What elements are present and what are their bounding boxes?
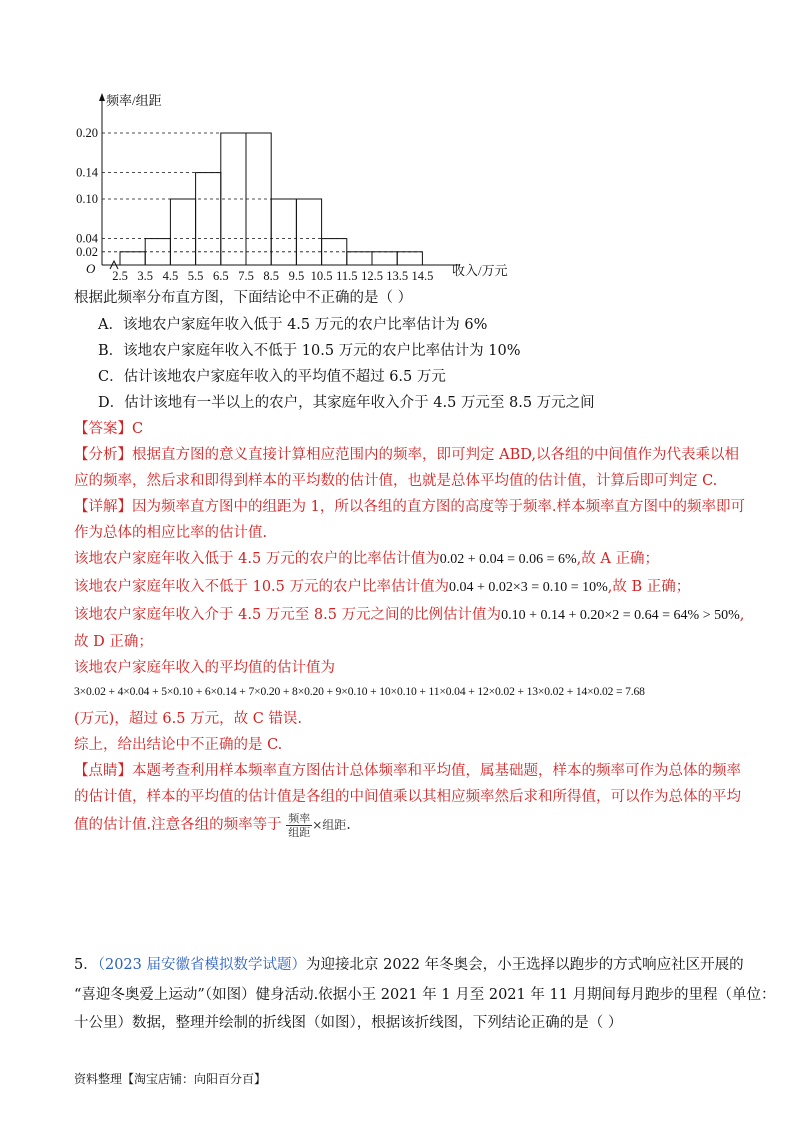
x-tick-label: 5.5 xyxy=(187,269,204,283)
detail-tag: 【详解】 xyxy=(74,499,132,515)
y-tick-label: 0.20 xyxy=(76,126,98,140)
problem-5-line-1 xyxy=(74,955,744,975)
answer-line xyxy=(74,419,143,439)
problem-5-text-1: 为迎接北京 2022 年冬奥会，小王选择以跑步的方式响应社区开展的 xyxy=(306,957,744,973)
frequency-over-width-fraction xyxy=(286,812,312,839)
histogram-bar xyxy=(397,252,422,265)
problem-5-source: （2023 届安徽省模拟数学试题） xyxy=(97,957,306,973)
analysis-line-2: 应的频率，然后求和即得到样本的平均数的估计值，也就是总体平均值的估计值，计算后即可判定 C. xyxy=(74,473,718,489)
comment-text-1: 本题考查利用样本频率直方图估计总体频率和平均值，属基础题，样本的频率可作为总体的频率 xyxy=(132,763,741,779)
problem-5-number: 5． xyxy=(74,957,98,973)
histogram-bar xyxy=(170,199,195,265)
frequency-histogram xyxy=(60,85,530,285)
comment-line-3 xyxy=(74,810,351,840)
option-d: D．估计该地有一半以上的农户，其家庭年收入介于 4.5 万元至 8.5 万元之间 xyxy=(98,395,595,411)
y-tick-label: 0.02 xyxy=(76,244,98,259)
histogram-bar xyxy=(347,252,372,265)
detail-a-text: 该地农户家庭年收入低于 4.5 万元的农户的比率估计值为 xyxy=(74,551,440,567)
detail-d-line-2: 故 D 正确； xyxy=(74,634,153,650)
fraction-numerator: 频率 xyxy=(288,811,311,825)
histogram-bar xyxy=(120,252,145,265)
detail-d-end: , xyxy=(739,607,745,623)
x-tick-label: 11.5 xyxy=(336,269,358,283)
detail-d-math: 0.10 + 0.14 + 0.20×2 = 0.64 = 64% > 50% xyxy=(501,608,740,623)
summary-line: 综上，给出结论中不正确的是 C. xyxy=(74,737,283,753)
detail-b-end: ,故 B 正确； xyxy=(607,579,691,595)
detail-a-math: 0.02 + 0.04 = 0.06 = 6% xyxy=(439,552,577,567)
y-tick-label: 0.04 xyxy=(76,231,98,246)
detail-d-line xyxy=(74,605,744,626)
y-tick-label: 0.10 xyxy=(76,192,98,206)
detail-a-end: ,故 A 正确； xyxy=(576,551,659,567)
problem-5-line-2: “喜迎冬奥爱上运动”（如图）健身活动.依据小王 2021 年 1 月至 2021 年 11 月期间每月跑步的里程（单位： xyxy=(74,987,776,1003)
answer-value: C xyxy=(132,421,144,437)
comment-line-2: 的估计值，样本的平均值的估计值是各组的中间值乘以其相应频率然后求和所得值，可以作为总体的平均 xyxy=(74,789,741,805)
x-tick-label: 13.5 xyxy=(386,269,409,283)
analysis-text-1: 根据直方图的意义直接计算相应范围内的频率，即可判定 ABD,以各组的中间值作为代表乘以相 xyxy=(132,447,739,463)
histogram-bar xyxy=(372,252,397,265)
y-axis-label: 频率/组距 xyxy=(106,93,162,108)
x-tick-label: 4.5 xyxy=(162,269,179,283)
comment-period: . xyxy=(346,817,351,833)
footer-text: 资料整理【淘宝店铺：向阳百分百】 xyxy=(74,1072,267,1086)
detail-b-math: 0.04 + 0.02×3 = 0.10 = 10% xyxy=(449,580,608,595)
x-tick-label: 7.5 xyxy=(238,269,254,283)
comment-text-3: 值的估计值.注意各组的频率等于 xyxy=(74,817,282,833)
detail-line-2: 作为总体的相应比率的估计值. xyxy=(74,525,268,541)
detail-b-line xyxy=(74,577,690,598)
x-tick-label: 6.5 xyxy=(212,269,229,283)
mean-formula: 3×0.02 + 4×0.04 + 5×0.10 + 6×0.14 + 7×0.20 + 8×0.20 + 9×0.10 + 10×0.10 + 11×0.04 + 12×0.02 + 13×0.02 + 14×0.02 = 7.68 xyxy=(74,685,645,698)
comment-times-width: ×组距 xyxy=(312,818,347,832)
x-tick-label: 10.5 xyxy=(310,269,333,283)
comment-tag: 【点睛】 xyxy=(74,763,132,779)
fraction-denominator: 组距 xyxy=(288,825,311,839)
detail-text-1: 因为频率直方图中的组距为 1，所以各组的直方图的高度等于频率.样本频率直方图中的频率即可 xyxy=(132,499,745,515)
option-b: B．该地农户家庭年收入不低于 10.5 万元的农户比率估计为 10% xyxy=(98,343,521,359)
mean-intro-line: 该地农户家庭年收入的平均值的估计值为 xyxy=(74,660,335,676)
answer-tag: 【答案】 xyxy=(74,421,132,437)
x-tick-label: 8.5 xyxy=(263,269,280,283)
detail-line-1 xyxy=(74,497,745,517)
option-a: A．该地农户家庭年收入低于 4.5 万元的农户比率估计为 6% xyxy=(98,317,488,333)
question-stem: 根据此频率分布直方图，下面结论中不正确的是（ ） xyxy=(74,290,413,306)
y-tick-label: 0.14 xyxy=(76,165,98,180)
x-tick-label: 14.5 xyxy=(411,269,434,283)
histogram-bar xyxy=(296,199,321,265)
detail-d-text: 该地农户家庭年收入介于 4.5 万元至 8.5 万元之间的比例估计值为 xyxy=(74,607,502,623)
histogram-bar xyxy=(196,173,221,265)
problem-5-line-3: 十公里）数据，整理并绘制的折线图（如图），根据该折线图，下列结论正确的是（ ） xyxy=(74,1015,623,1031)
x-tick-label: 9.5 xyxy=(288,269,305,283)
x-tick-label: 3.5 xyxy=(137,269,154,283)
option-c: C．估计该地农户家庭年收入的平均值不超过 6.5 万元 xyxy=(98,369,446,385)
histogram-bar xyxy=(271,199,296,265)
origin-label: O xyxy=(86,261,96,276)
y-axis-arrow xyxy=(99,93,105,101)
detail-a-line xyxy=(74,549,659,570)
x-tick-label: 2.5 xyxy=(112,269,128,283)
analysis-tag: 【分析】 xyxy=(74,447,132,463)
analysis-line-1 xyxy=(74,445,739,465)
mean-result-line: (万元)，超过 6.5 万元，故 C 错误. xyxy=(74,711,303,727)
comment-line-1 xyxy=(74,761,741,781)
x-axis-label: 收入/万元 xyxy=(452,263,508,278)
detail-b-text: 该地农户家庭年收入不低于 10.5 万元的农户比率估计值为 xyxy=(74,579,450,595)
x-tick-label: 12.5 xyxy=(361,269,383,283)
